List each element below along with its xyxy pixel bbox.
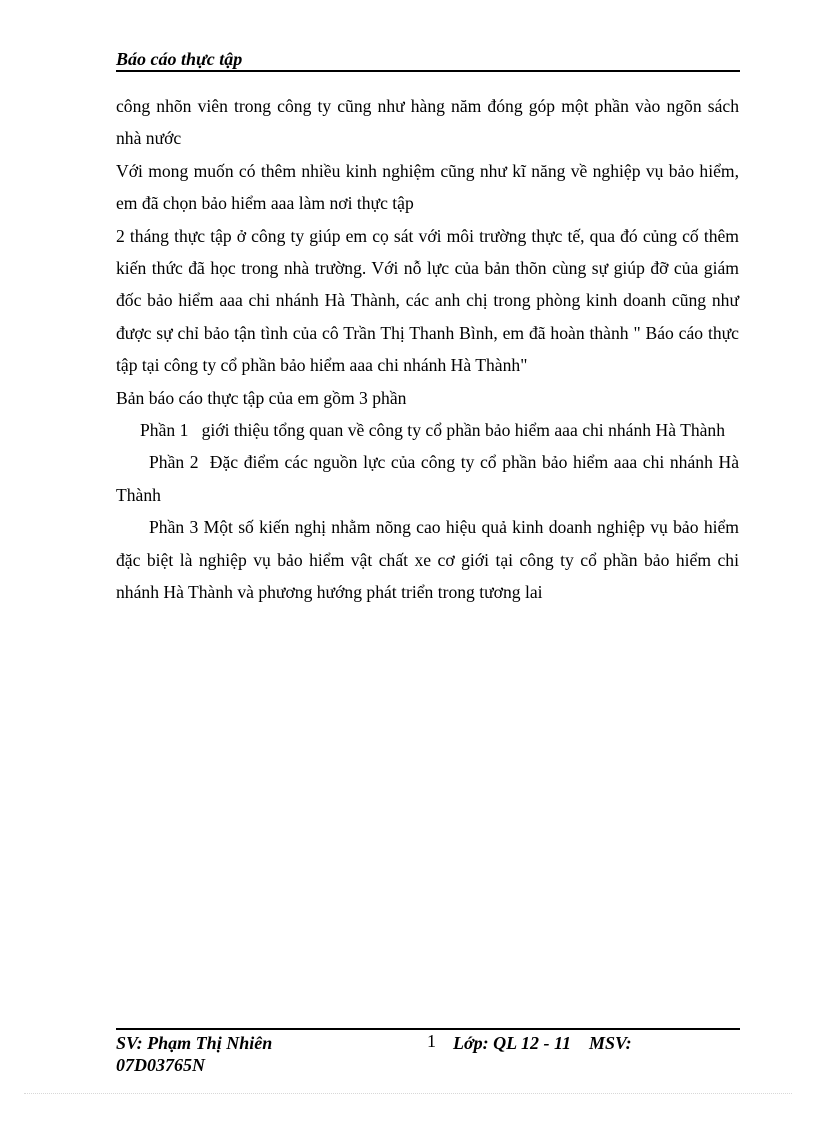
paragraph-2: Với mong muốn có thêm nhiều kinh nghiệm cũng như kĩ năng về nghiệp vụ bảo hiểm, em đã chọn bảo hiểm aaa làm nơi thực tập <box>116 160 739 214</box>
page-number: 1 <box>427 1031 436 1051</box>
footer-student-id: 07D03765N <box>116 1055 205 1075</box>
footer-student-name: SV: Phạm Thị Nhiên <box>116 1033 273 1053</box>
body-text <box>116 90 744 609</box>
header-divider <box>116 70 740 72</box>
page-bottom-edge <box>24 1093 792 1094</box>
paragraph-3: 2 tháng thực tập ở công ty giúp em cọ sát với môi trường thực tế, qua đó củng cố thêm kiến thức đã học trong nhà trường. Với nỗ lực của bản thõn cùng sự giúp đỡ của giám đốc bảo hiểm aaa chi nhánh Hà Thành, các anh chị trong phòng kinh doanh cũng như được sự chỉ bảo tận tình của cô Trần Thị Thanh Bình, em đã hoàn thành " Báo cáo thực tập tại công ty cổ phần bảo hiểm aaa chi nhánh Hà Thành" <box>116 225 739 376</box>
paragraph-1: công nhõn viên trong công ty cũng như hàng năm đóng góp một phần vào ngõn sách nhà nước <box>116 96 739 149</box>
footer-class-label: Lớp: QL 12 - 11 MSV: <box>453 1033 632 1053</box>
paragraph-part-3: Phần 3 Một số kiến nghị nhằm nõng cao hiệu quả kinh doanh nghiệp vụ bảo hiểm đặc biệt là nghiệp vụ bảo hiểm vật chất xe cơ giới tại công ty cổ phần bảo hiểm chi nhánh Hà Thành và phương hướng phát triển trong tương lai <box>116 517 739 603</box>
header-title: Báo cáo thực tập <box>116 49 243 69</box>
paragraph-part-2: Phần 2 Đặc điểm các nguồn lực của công ty cổ phần bảo hiểm aaa chi nhánh Hà Thành <box>116 452 744 505</box>
paragraph-4: Bản báo cáo thực tập của em gồm 3 phần <box>116 387 407 408</box>
paragraph-part-1: Phần 1 giới thiệu tổng quan về công ty cổ phần bảo hiểm aaa chi nhánh Hà Thành <box>140 420 726 441</box>
